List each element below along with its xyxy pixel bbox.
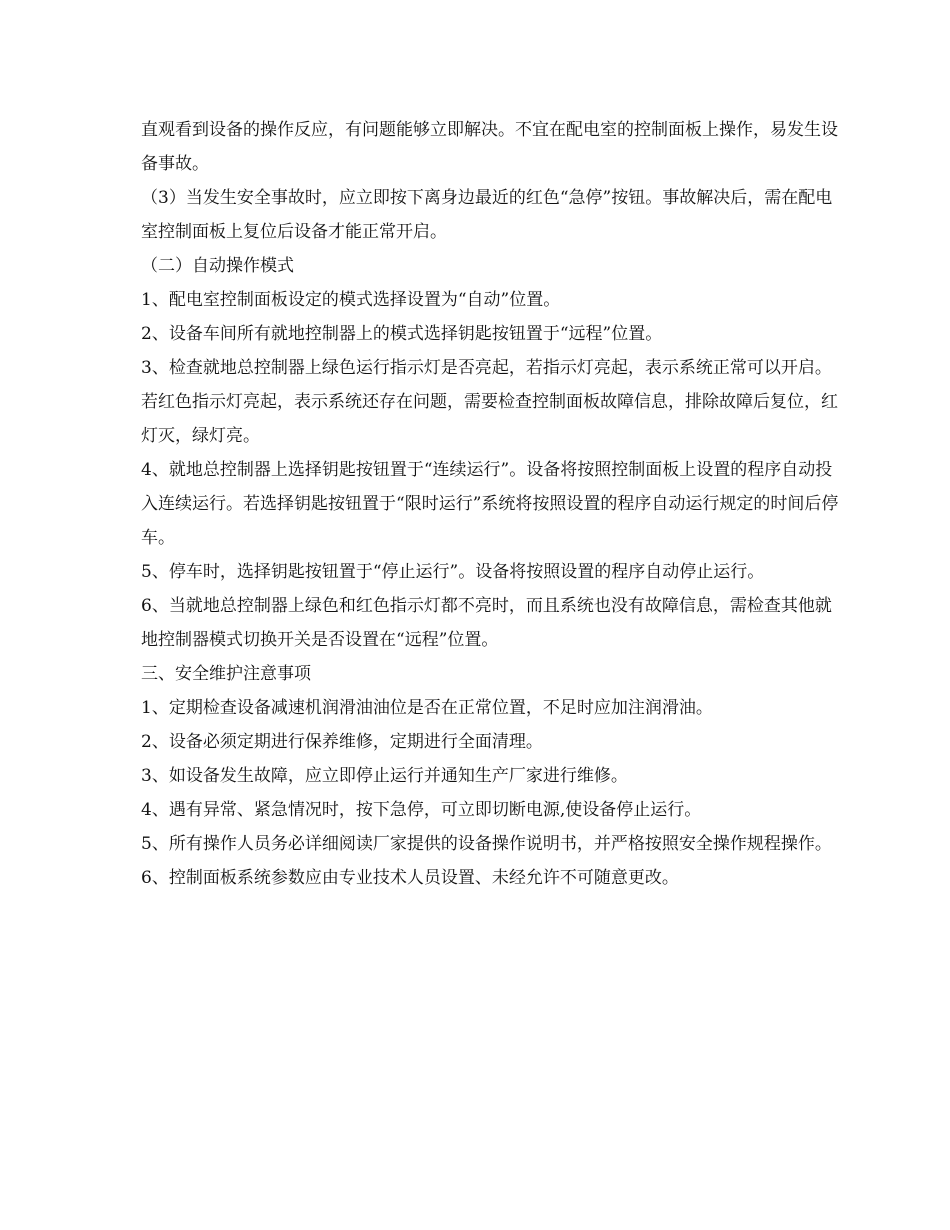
document-body (141, 113, 841, 895)
section-heading-safety: 三、安全维护注意事项 (141, 664, 311, 684)
section-heading-auto-mode: （二）自动操作模式 (141, 256, 294, 276)
list-item: 6、当就地总控制器上绿色和红色指示灯都不亮时，而且系统也没有故障信息，需检查其他就地控制器模式切换开关是否设置在“远程”位置。 (141, 596, 832, 650)
list-item: 2、设备必须定期进行保养维修，定期进行全面清理。 (141, 732, 543, 752)
list-item: 4、遇有异常、紧急情况时，按下急停，可立即切断电源,使设备停止运行。 (141, 800, 702, 820)
list-item: 4、就地总控制器上选择钥匙按钮置于“连续运行”。设备将按照控制面板上设置的程序自动投入连续运行。若选择钥匙按钮置于“限时运行”系统将按照设置的程序自动运行规定的时间后停车。 (141, 460, 839, 548)
list-item: 3、如设备发生故障，应立即停止运行并通知生产厂家进行维修。 (141, 766, 628, 786)
list-item: 1、定期检查设备减速机润滑油油位是否在正常位置，不足时应加注润滑油。 (141, 698, 713, 718)
list-item: 2、设备车间所有就地控制器上的模式选择钥匙按钮置于“远程”位置。 (141, 324, 663, 344)
list-item: 1、配电室控制面板设定的模式选择设置为“自动”位置。 (141, 290, 561, 310)
list-item: 6、控制面板系统参数应由专业技术人员设置、未经允许不可随意更改。 (141, 868, 679, 888)
list-item: 3、检查就地总控制器上绿色运行指示灯是否亮起，若指示灯亮起，表示系统正常可以开启。若红色指示灯亮起，表示系统还存在问题，需要检查控制面板故障信息，排除故障后复位，红灯灭，绿灯亮。 (141, 358, 838, 446)
list-item: 5、所有操作人员务必详细阅读厂家提供的设备操作说明书，并严格按照安全操作规程操作。 (141, 834, 832, 854)
paragraph-item-3: （3）当发生安全事故时，应立即按下离身边最近的红色“急停”按钮。事故解决后，需在配电室控制面板上复位后设备才能正常开启。 (141, 188, 833, 242)
list-item: 5、停车时，选择钥匙按钮置于“停止运行”。设备将按照设置的程序自动停止运行。 (141, 562, 765, 582)
paragraph-continuation: 直观看到设备的操作反应，有问题能够立即解决。不宜在配电室的控制面板上操作，易发生设备事故。 (141, 120, 838, 174)
